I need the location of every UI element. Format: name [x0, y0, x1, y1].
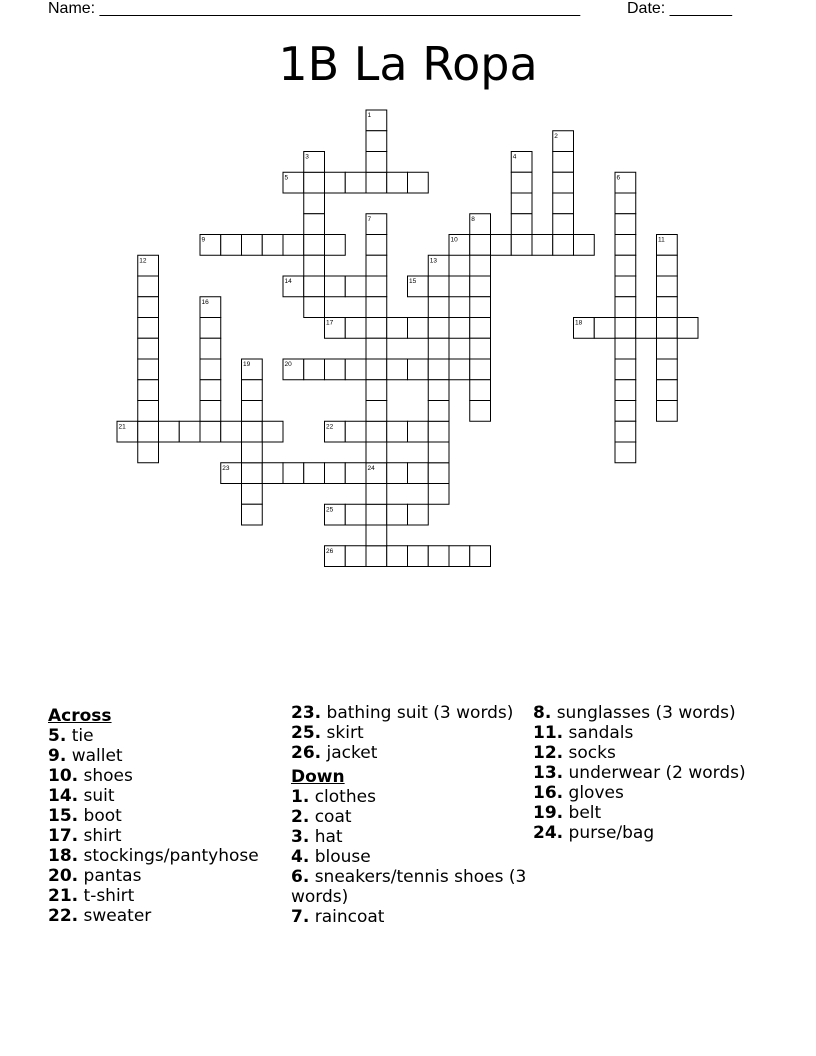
grid-cell[interactable]: [387, 546, 408, 567]
across-clue: [291, 723, 527, 743]
grid-cell[interactable]: [387, 421, 408, 442]
grid-cell[interactable]: [636, 318, 657, 339]
cell-number: 24: [367, 464, 375, 472]
grid-cell[interactable]: [366, 276, 387, 297]
clue-number: 14.: [48, 786, 79, 806]
grid-cell[interactable]: [428, 442, 449, 463]
across-clue: [48, 866, 284, 886]
cell-number: 18: [575, 319, 583, 327]
grid-cell[interactable]: [657, 318, 678, 339]
clue-number: 4.: [291, 847, 310, 867]
grid-cell[interactable]: [283, 235, 304, 256]
grid-cell[interactable]: [615, 297, 636, 318]
clue-text: shoes: [78, 766, 133, 786]
grid-cell[interactable]: [428, 546, 449, 567]
grid-cell[interactable]: [366, 152, 387, 173]
cell-number: 5: [284, 174, 289, 182]
clue-number: 2.: [291, 807, 310, 827]
grid-cell[interactable]: [428, 297, 449, 318]
page-title: 1B La Ropa: [278, 37, 538, 91]
name-field-label: Name: ______________________________________________________: [48, 0, 581, 17]
grid-cell[interactable]: [532, 235, 553, 256]
grid-cell[interactable]: [657, 380, 678, 401]
clue-text: tie: [66, 726, 94, 746]
grid-cell[interactable]: [200, 401, 221, 422]
down-clue: [533, 703, 793, 723]
grid-cell[interactable]: [657, 401, 678, 422]
grid-cell[interactable]: [387, 172, 408, 193]
grid-cell[interactable]: [408, 504, 429, 525]
grid-cell[interactable]: [304, 255, 325, 276]
grid-cell[interactable]: [428, 338, 449, 359]
grid-cell[interactable]: [242, 421, 263, 442]
grid-cell[interactable]: [221, 421, 242, 442]
cell-number: 12: [139, 257, 147, 265]
grid-cell[interactable]: [408, 546, 429, 567]
clue-number: 17.: [48, 826, 79, 846]
grid-cell[interactable]: [449, 276, 470, 297]
grid-cell[interactable]: [200, 338, 221, 359]
grid-cell[interactable]: [615, 276, 636, 297]
clue-column-2: [291, 703, 527, 927]
grid-cell[interactable]: [242, 484, 263, 505]
grid-cell[interactable]: [366, 172, 387, 193]
grid-cell[interactable]: [159, 421, 180, 442]
grid-cell[interactable]: [304, 297, 325, 318]
grid-cell[interactable]: [304, 235, 325, 256]
grid-cell[interactable]: [366, 484, 387, 505]
grid-cell[interactable]: [345, 463, 366, 484]
grid-cell[interactable]: [511, 172, 532, 193]
grid-cell[interactable]: [428, 276, 449, 297]
grid-cell[interactable]: [387, 359, 408, 380]
clue-number: 15.: [48, 806, 79, 826]
clue-number: 3.: [291, 827, 310, 847]
grid-cell[interactable]: [366, 297, 387, 318]
across-clue: [291, 743, 527, 763]
clue-column-3: [533, 703, 793, 843]
clue-number: 6.: [291, 867, 310, 887]
clue-text: boot: [78, 806, 122, 826]
down-clue: [533, 723, 793, 743]
grid-cell[interactable]: [615, 235, 636, 256]
grid-cell[interactable]: [366, 380, 387, 401]
grid-cell[interactable]: [408, 421, 429, 442]
grid-cell[interactable]: [138, 421, 159, 442]
down-clue: [533, 803, 793, 823]
grid-cell[interactable]: [283, 463, 304, 484]
cell-number: 23: [222, 464, 230, 472]
grid-cell[interactable]: [387, 318, 408, 339]
grid-cell[interactable]: [553, 193, 574, 214]
across-clue: [48, 826, 284, 846]
grid-cell[interactable]: [138, 338, 159, 359]
grid-cell[interactable]: [553, 152, 574, 173]
clue-number: 11.: [533, 723, 564, 743]
grid-cell[interactable]: [262, 235, 283, 256]
grid-cell[interactable]: [574, 235, 595, 256]
grid-cell[interactable]: [200, 421, 221, 442]
grid-cell[interactable]: [449, 318, 470, 339]
grid-cell[interactable]: [325, 359, 346, 380]
grid-cell[interactable]: [325, 235, 346, 256]
grid-cell[interactable]: [262, 463, 283, 484]
clue-text: raincoat: [309, 907, 385, 927]
grid-cell[interactable]: [366, 442, 387, 463]
cell-number: 17: [326, 319, 334, 327]
grid-cell[interactable]: [366, 421, 387, 442]
down-clue: [291, 827, 527, 847]
grid-cell[interactable]: [470, 338, 491, 359]
cell-number: 13: [429, 257, 437, 265]
grid-cell[interactable]: [470, 297, 491, 318]
cell-number: 16: [201, 298, 209, 306]
grid-cell[interactable]: [366, 504, 387, 525]
clue-column-1: [48, 703, 284, 926]
clue-text: gloves: [563, 783, 624, 803]
grid-cell[interactable]: [470, 235, 491, 256]
clue-text: jacket: [321, 743, 378, 763]
grid-cell[interactable]: [200, 380, 221, 401]
cell-number: 10: [450, 236, 458, 244]
grid-cell[interactable]: [428, 421, 449, 442]
grid-cell[interactable]: [138, 359, 159, 380]
grid-cell[interactable]: [677, 318, 698, 339]
grid-cell[interactable]: [408, 318, 429, 339]
cell-number: 25: [326, 506, 334, 514]
grid-cell[interactable]: [345, 359, 366, 380]
grid-cell[interactable]: [615, 401, 636, 422]
clue-number: 21.: [48, 886, 79, 906]
grid-cell[interactable]: [345, 546, 366, 567]
clue-text: clothes: [309, 787, 376, 807]
grid-cell[interactable]: [428, 359, 449, 380]
clue-text: wallet: [66, 746, 123, 766]
clue-number: 18.: [48, 846, 79, 866]
grid-cell[interactable]: [615, 380, 636, 401]
grid-cell[interactable]: [470, 401, 491, 422]
grid-cell[interactable]: [615, 338, 636, 359]
clue-text: bathing suit (3 words): [321, 703, 514, 723]
across-clue: [48, 846, 284, 866]
grid-cell[interactable]: [470, 546, 491, 567]
cell-number: 19: [243, 361, 251, 368]
grid-cell[interactable]: [511, 214, 532, 235]
across-clue: [48, 726, 284, 746]
grid-cell[interactable]: [615, 214, 636, 235]
clue-number: 24.: [533, 823, 564, 843]
clue-number: 1.: [291, 787, 310, 807]
grid-cell[interactable]: [615, 193, 636, 214]
grid-cell[interactable]: [366, 318, 387, 339]
cell-number: 11: [658, 236, 665, 244]
grid-cell[interactable]: [366, 546, 387, 567]
grid-cell[interactable]: [242, 504, 263, 525]
grid-cell[interactable]: [304, 359, 325, 380]
clue-number: 20.: [48, 866, 79, 886]
grid-cell[interactable]: [657, 359, 678, 380]
clue-text: sandals: [563, 723, 634, 743]
grid-cell[interactable]: [262, 421, 283, 442]
grid-cell[interactable]: [615, 255, 636, 276]
grid-cell[interactable]: [615, 421, 636, 442]
down-heading: Down: [291, 767, 345, 787]
cell-number: 8: [471, 215, 475, 223]
grid-cell[interactable]: [366, 255, 387, 276]
grid-cell[interactable]: [242, 235, 263, 256]
grid-cell[interactable]: [553, 172, 574, 193]
grid-cell[interactable]: [304, 193, 325, 214]
grid-cell[interactable]: [449, 359, 470, 380]
clue-number: 12.: [533, 743, 564, 763]
grid-cell[interactable]: [511, 235, 532, 256]
grid-cell[interactable]: [138, 297, 159, 318]
grid-cell[interactable]: [138, 380, 159, 401]
grid-cell[interactable]: [470, 255, 491, 276]
grid-cell[interactable]: [325, 276, 346, 297]
across-clue: [48, 806, 284, 826]
clue-text: belt: [563, 803, 602, 823]
grid-cell[interactable]: [304, 214, 325, 235]
clue-text: underwear (2 words): [563, 763, 746, 783]
grid-cell[interactable]: [304, 463, 325, 484]
cell-number: 26: [326, 547, 334, 555]
clue-text: t-shirt: [78, 886, 135, 906]
grid-cell[interactable]: [449, 546, 470, 567]
grid-cell[interactable]: [179, 421, 200, 442]
clue-number: 25.: [291, 723, 322, 743]
grid-cell[interactable]: [428, 401, 449, 422]
grid-cell[interactable]: [657, 338, 678, 359]
cell-number: 20: [284, 361, 292, 368]
grid-cell[interactable]: [553, 235, 574, 256]
grid-cell[interactable]: [200, 318, 221, 339]
down-clue: [291, 867, 527, 907]
grid-cell[interactable]: [428, 380, 449, 401]
clue-number: 19.: [533, 803, 564, 823]
grid-cell[interactable]: [366, 525, 387, 546]
clue-text: purse/bag: [563, 823, 655, 843]
grid-cell[interactable]: [366, 235, 387, 256]
clue-number: 10.: [48, 766, 79, 786]
down-clue: [533, 823, 793, 843]
grid-cell[interactable]: [428, 463, 449, 484]
cell-number: 2: [554, 132, 558, 140]
grid-cell[interactable]: [366, 401, 387, 422]
grid-cell[interactable]: [657, 297, 678, 318]
cell-number: 9: [201, 236, 206, 244]
grid-cell[interactable]: [615, 359, 636, 380]
clue-text: blouse: [309, 847, 371, 867]
grid-cell[interactable]: [366, 338, 387, 359]
grid-cell[interactable]: [345, 504, 366, 525]
clue-text: hat: [309, 827, 343, 847]
clue-number: 7.: [291, 907, 310, 927]
clue-text: socks: [563, 743, 616, 763]
clue-text: coat: [309, 807, 352, 827]
across-heading: Across: [48, 706, 112, 726]
clue-number: 23.: [291, 703, 322, 723]
down-clue: [291, 907, 527, 927]
clue-text: sneakers/tennis shoes (3 words): [291, 867, 527, 907]
grid-cell[interactable]: [242, 401, 263, 422]
grid-cell[interactable]: [470, 380, 491, 401]
grid-cell[interactable]: [470, 359, 491, 380]
clue-number: 9.: [48, 746, 67, 766]
across-clue: [48, 746, 284, 766]
clue-number: 5.: [48, 726, 67, 746]
grid-cell[interactable]: [470, 318, 491, 339]
grid-cell[interactable]: [366, 131, 387, 152]
clue-number: 8.: [533, 703, 552, 723]
grid-cell[interactable]: [615, 318, 636, 339]
grid-cell[interactable]: [138, 442, 159, 463]
grid-cell[interactable]: [657, 255, 678, 276]
grid-cell[interactable]: [221, 235, 242, 256]
cell-number: 14: [284, 278, 292, 285]
grid-cell[interactable]: [511, 193, 532, 214]
cell-number: 6: [616, 174, 621, 182]
clue-number: 13.: [533, 763, 564, 783]
cell-number: 15: [409, 278, 417, 285]
grid-cell[interactable]: [138, 276, 159, 297]
grid-cell[interactable]: [387, 504, 408, 525]
clue-number: 22.: [48, 906, 79, 926]
grid-cell[interactable]: [387, 463, 408, 484]
grid-cell[interactable]: [615, 442, 636, 463]
cell-number: 1: [367, 112, 372, 119]
across-clue: [48, 906, 284, 926]
grid-cell[interactable]: [345, 421, 366, 442]
down-clue: [533, 763, 793, 783]
grid-cell[interactable]: [138, 318, 159, 339]
grid-cell[interactable]: [325, 463, 346, 484]
grid-cell[interactable]: [408, 359, 429, 380]
cell-number: 3: [305, 153, 309, 161]
grid-cell[interactable]: [345, 276, 366, 297]
down-clue: [533, 743, 793, 763]
grid-cell[interactable]: [657, 276, 678, 297]
grid-cell[interactable]: [408, 172, 429, 193]
grid-cell[interactable]: [325, 172, 346, 193]
clue-text: skirt: [321, 723, 364, 743]
grid-cell[interactable]: [242, 442, 263, 463]
clue-text: suit: [78, 786, 115, 806]
down-clue: [291, 847, 527, 867]
grid-cell[interactable]: [491, 235, 512, 256]
across-clue: [48, 886, 284, 906]
grid-cell[interactable]: [366, 359, 387, 380]
date-field-label: Date: _______: [627, 0, 732, 17]
grid-cell[interactable]: [553, 214, 574, 235]
cell-number: 21: [118, 423, 126, 431]
grid-cell[interactable]: [138, 401, 159, 422]
down-clue: [291, 807, 527, 827]
grid-cell[interactable]: [304, 276, 325, 297]
clue-number: 26.: [291, 743, 322, 763]
down-clue: [533, 783, 793, 803]
grid-cell[interactable]: [345, 318, 366, 339]
across-clue: [291, 703, 527, 723]
cell-number: 7: [367, 215, 372, 223]
grid-cell[interactable]: [408, 463, 429, 484]
grid-cell[interactable]: [345, 172, 366, 193]
clue-text: stockings/pantyhose: [78, 846, 259, 866]
grid-cell[interactable]: [200, 359, 221, 380]
grid-cell[interactable]: [470, 276, 491, 297]
grid-cell[interactable]: [242, 380, 263, 401]
across-clue: [48, 786, 284, 806]
down-clue: [291, 787, 527, 807]
across-clue: [48, 766, 284, 786]
grid-cell[interactable]: [428, 318, 449, 339]
clue-text: shirt: [78, 826, 122, 846]
grid-cell[interactable]: [242, 463, 263, 484]
grid-cell[interactable]: [304, 172, 325, 193]
grid-cell[interactable]: [428, 484, 449, 505]
clue-text: pantas: [78, 866, 142, 886]
clue-text: sweater: [78, 906, 152, 926]
cell-number: 4: [512, 153, 517, 161]
clue-number: 16.: [533, 783, 564, 803]
cell-number: 22: [326, 423, 334, 431]
clue-text: sunglasses (3 words): [551, 703, 736, 723]
grid-cell[interactable]: [594, 318, 615, 339]
